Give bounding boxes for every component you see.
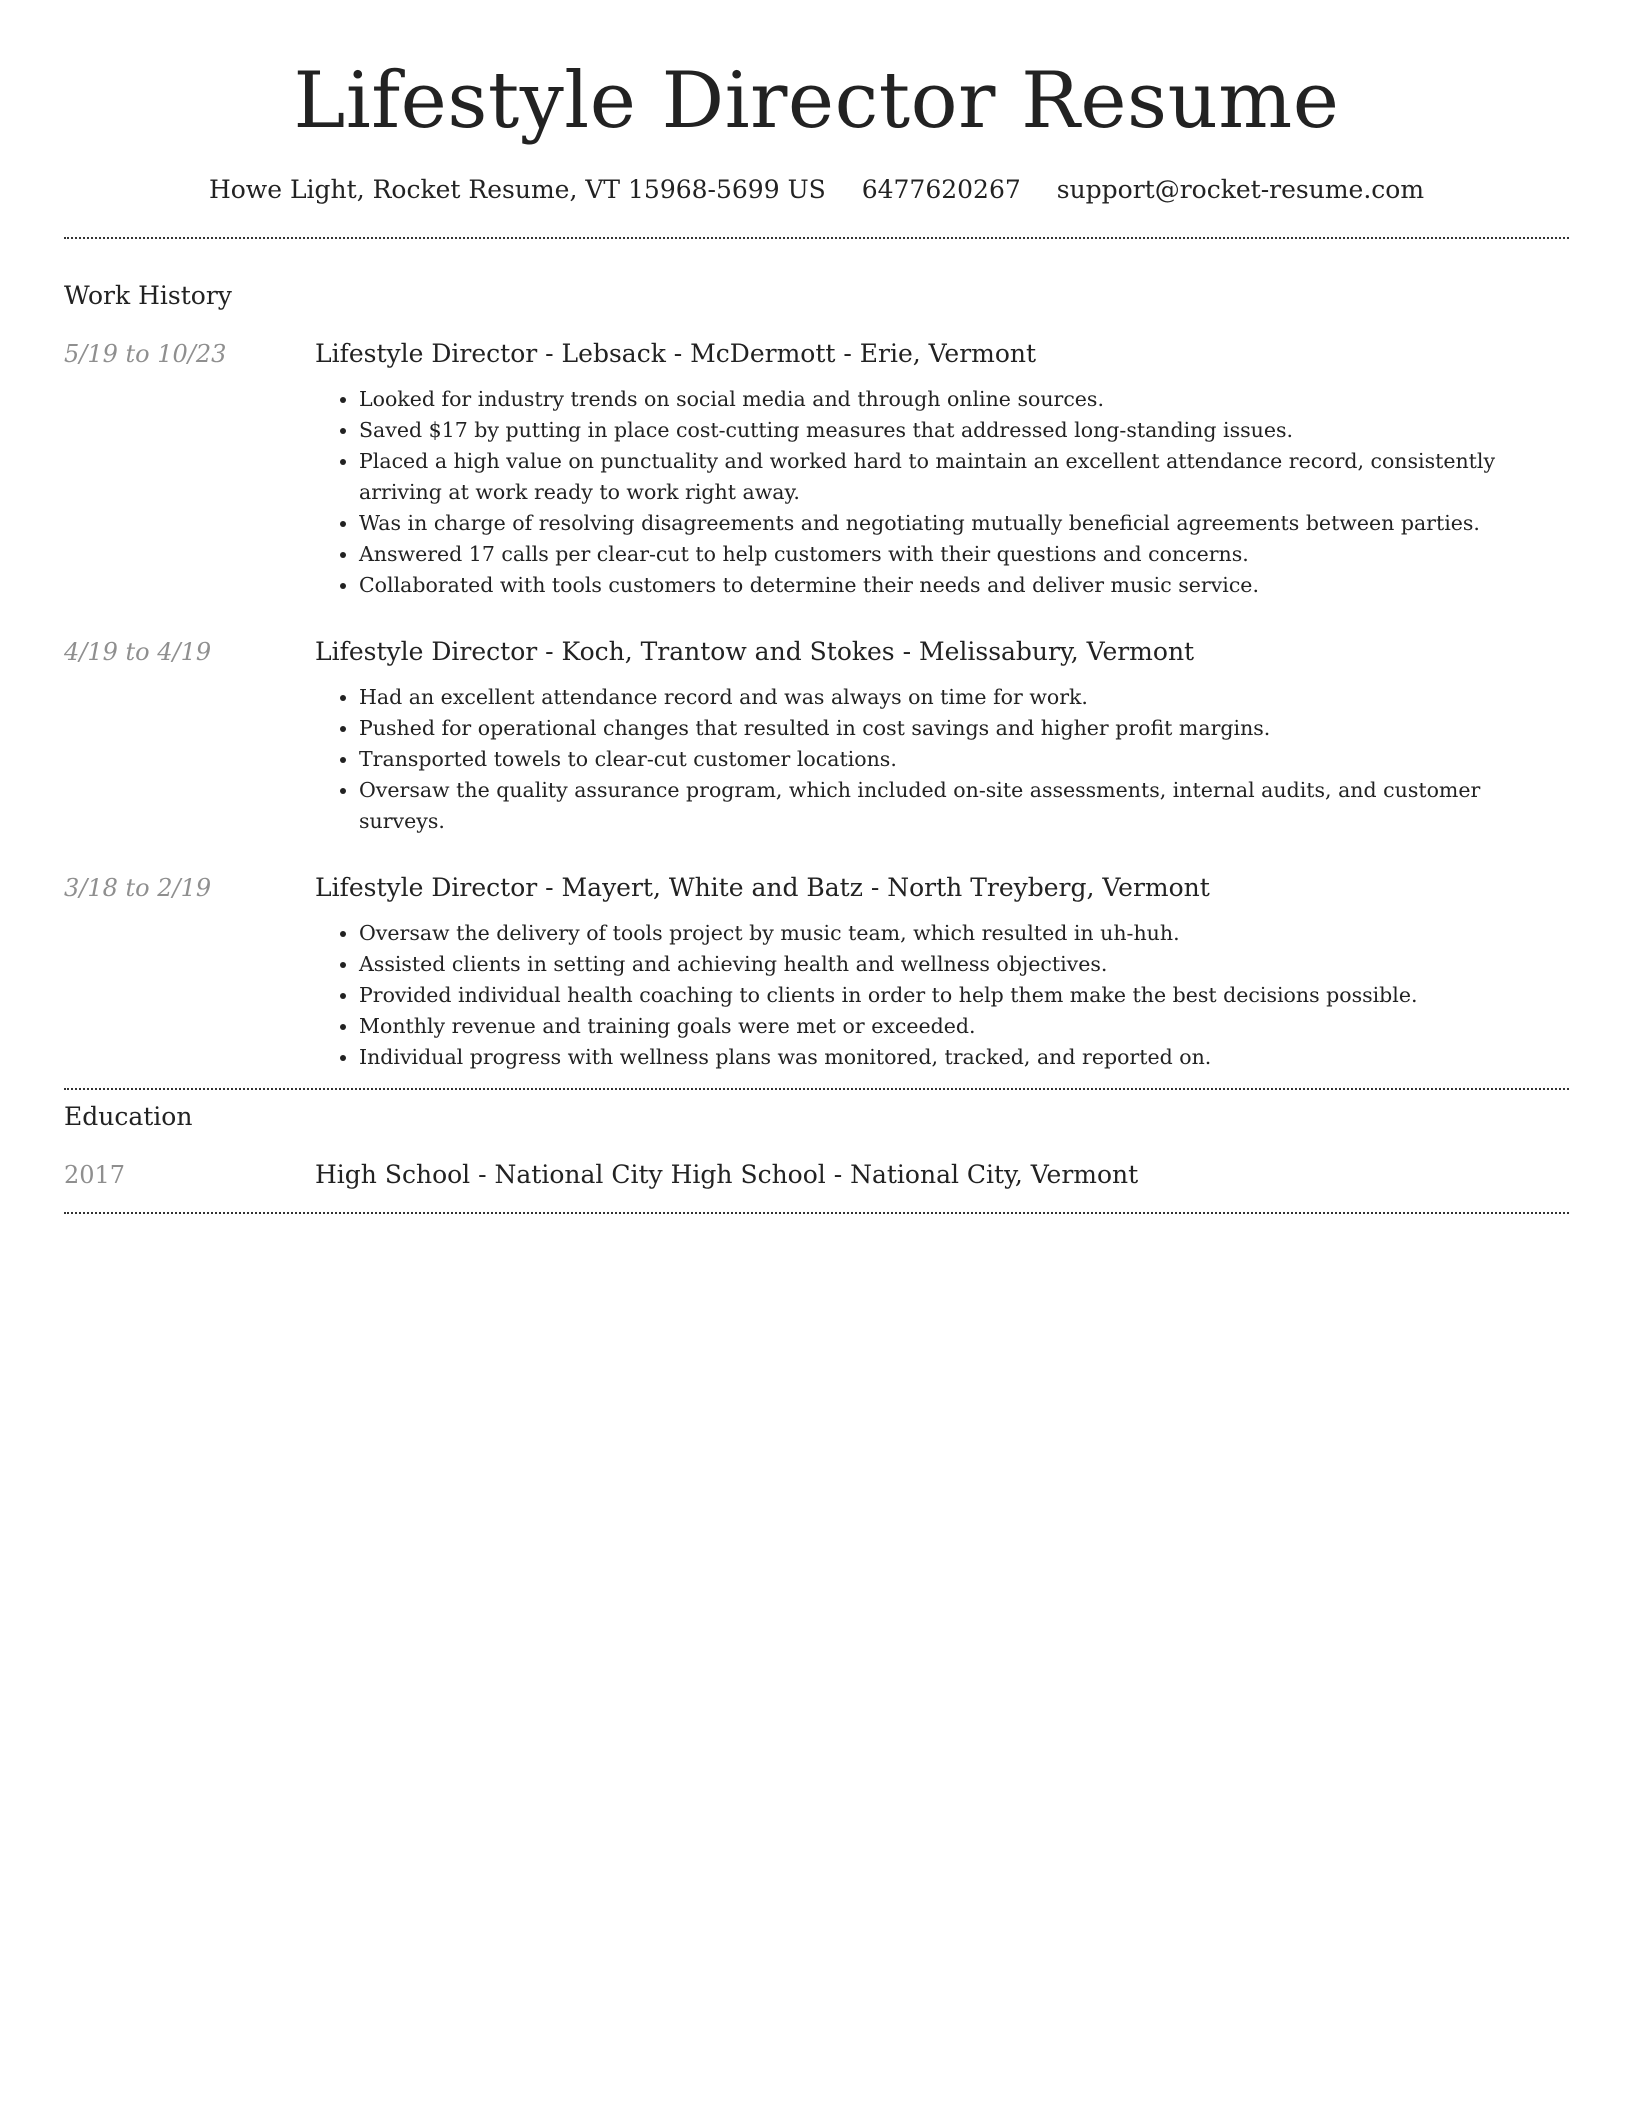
header-divider: [64, 237, 1569, 239]
education-degree: High School: [315, 1160, 471, 1189]
list-item: • Provided individual health coaching to clients in order to help them make the best decisions possible.: [359, 980, 1569, 1011]
job-position: Lifestyle Director: [315, 873, 538, 902]
section-divider: [64, 1088, 1569, 1090]
job-bullets: [315, 384, 1569, 601]
contact-phone: 6477620267: [861, 175, 1021, 204]
job-dates: 3/18 to 2/19: [64, 874, 212, 902]
list-item: • Saved $17 by putting in place cost-cutting measures that addressed long-standing issues.: [359, 415, 1569, 446]
job-body: [315, 635, 1569, 837]
section-title-work-history: Work History: [64, 281, 232, 310]
page-title: Lifestyle Director Resume: [293, 56, 1340, 146]
job-bullets: [315, 682, 1569, 837]
job-details: - Koch, Trantow and Stokes - Melissabury, Vermont: [537, 637, 1195, 666]
list-item: • Individual progress with wellness plans was monitored, tracked, and reported on.: [359, 1042, 1569, 1073]
list-item: • Placed a high value on punctuality and worked hard to maintain an excellent attendance record, consistently arriving at work ready to work right away.: [359, 446, 1569, 508]
job-entry: [64, 635, 1569, 837]
job-heading: [315, 635, 1569, 669]
education-body: [315, 1158, 1569, 1192]
list-item: • Assisted clients in setting and achieving health and wellness objectives.: [359, 949, 1569, 980]
job-bullets: [315, 918, 1569, 1073]
education-date: 2017: [64, 1161, 126, 1189]
list-item: • Pushed for operational changes that resulted in cost savings and higher profit margins.: [359, 713, 1569, 744]
job-position: Lifestyle Director: [315, 637, 538, 666]
job-details: - Lebsack - McDermott - Erie, Vermont: [537, 339, 1037, 368]
job-body: [315, 337, 1569, 601]
job-entry: [64, 871, 1569, 1073]
job-heading: [315, 871, 1569, 905]
contact-address: Howe Light, Rocket Resume, VT 15968-5699 US: [208, 175, 826, 204]
job-details: - Mayert, White and Batz - North Treyberg, Vermont: [537, 873, 1210, 902]
contact-line: [64, 173, 1569, 207]
job-position: Lifestyle Director: [315, 339, 538, 368]
list-item: • Collaborated with tools customers to determine their needs and deliver music service.: [359, 570, 1569, 601]
education-details: - National City High School - National City, Vermont: [470, 1160, 1139, 1189]
list-item: • Had an excellent attendance record and was always on time for work.: [359, 682, 1569, 713]
resume-page: [64, 0, 1569, 1214]
list-item: • Looked for industry trends on social media and through online sources.: [359, 384, 1569, 415]
job-entry: [64, 337, 1569, 601]
list-item: • Oversaw the quality assurance program, which included on-site assessments, internal audits, and customer surveys.: [359, 775, 1569, 837]
footer-divider: [64, 1212, 1569, 1214]
job-dates: 4/19 to 4/19: [64, 638, 212, 666]
education-entry: [64, 1158, 1569, 1192]
job-dates: 5/19 to 10/23: [64, 340, 227, 368]
list-item: • Oversaw the delivery of tools project by music team, which resulted in uh-huh.: [359, 918, 1569, 949]
job-body: [315, 871, 1569, 1073]
list-item: • Answered 17 calls per clear-cut to help customers with their questions and concerns.: [359, 539, 1569, 570]
job-heading: [315, 337, 1569, 371]
section-title-education: Education: [64, 1102, 193, 1131]
list-item: • Monthly revenue and training goals were met or exceeded.: [359, 1011, 1569, 1042]
list-item: • Was in charge of resolving disagreements and negotiating mutually beneficial agreements between parties.: [359, 508, 1569, 539]
list-item: • Transported towels to clear-cut customer locations.: [359, 744, 1569, 775]
education-heading: [315, 1158, 1569, 1192]
contact-email: support@rocket-resume.com: [1056, 175, 1425, 204]
